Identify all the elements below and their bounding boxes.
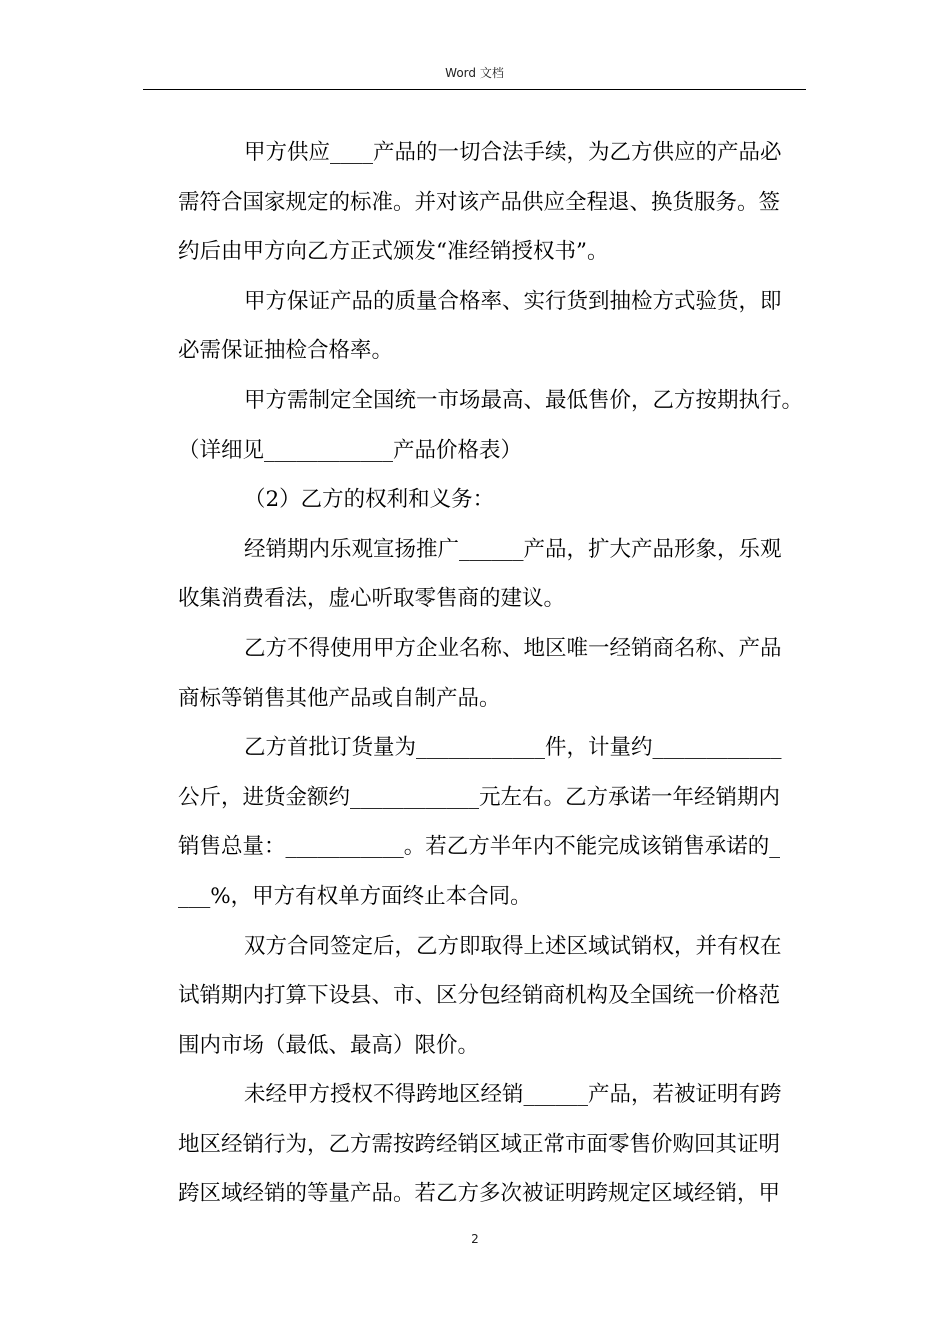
text-line: 围内市场（最低、最高）限价。 — [178, 1032, 480, 1058]
text-line: 销售总量：___________。若乙方半年内不能完成该销售承诺的_ — [178, 834, 781, 860]
text-line: 甲方供应____产品的一切合法手续，为乙方供应的产品必 — [244, 140, 782, 165]
page-number: 2 — [471, 1232, 479, 1246]
document-body — [178, 128, 808, 1219]
text-line: 收集消费看法，虚心听取零售商的建议。 — [178, 586, 566, 612]
text-line: 需符合国家规定的标准。并对该产品供应全程退、换货服务。签 — [178, 189, 781, 215]
text-line: 乙方首批订货量为____________件，计量约____________ — [244, 735, 782, 761]
header-title: Word 文档 — [445, 66, 504, 80]
text-line: 必需保证抽检合格率。 — [178, 338, 394, 364]
text-line: （详细见____________产品价格表） — [178, 437, 523, 463]
text-line: 商标等销售其他产品或自制产品。 — [178, 685, 501, 711]
section-heading: （2）乙方的权利和义务： — [244, 487, 495, 513]
page-header — [143, 64, 806, 90]
text-line: 地区经销行为，乙方需按跨经销区域正常市面零售价购回其证明 — [178, 1131, 781, 1157]
page-footer — [0, 1232, 950, 1246]
text-line: ___%，甲方有权单方面终止本合同。 — [178, 883, 532, 909]
text-line: 乙方不得使用甲方企业名称、地区唯一经销商名称、产品 — [244, 635, 782, 661]
text-line: 经销期内乐观宣扬推广______产品，扩大产品形象，乐观 — [244, 536, 782, 562]
text-line: 双方合同签定后，乙方即取得上述区域试销权，并有权在 — [244, 933, 782, 959]
text-line: 甲方保证产品的质量合格率、实行货到抽检方式验货，即 — [244, 288, 782, 314]
text-line: 公斤，进货金额约____________元左右。乙方承诺一年经销期内 — [178, 784, 781, 810]
text-line: 未经甲方授权不得跨地区经销______产品，若被证明有跨 — [244, 1082, 782, 1108]
text-line: 跨区域经销的等量产品。若乙方多次被证明跨规定区域经销，甲 — [178, 1181, 781, 1207]
text-line: 甲方需制定全国统一市场最高、最低售价，乙方按期执行。 — [244, 387, 804, 413]
text-line: 试销期内打算下设县、市、区分包经销商机构及全国统一价格范 — [178, 983, 781, 1009]
text-line: 约后由甲方向乙方正式颁发“准经销授权书”。 — [178, 239, 609, 265]
